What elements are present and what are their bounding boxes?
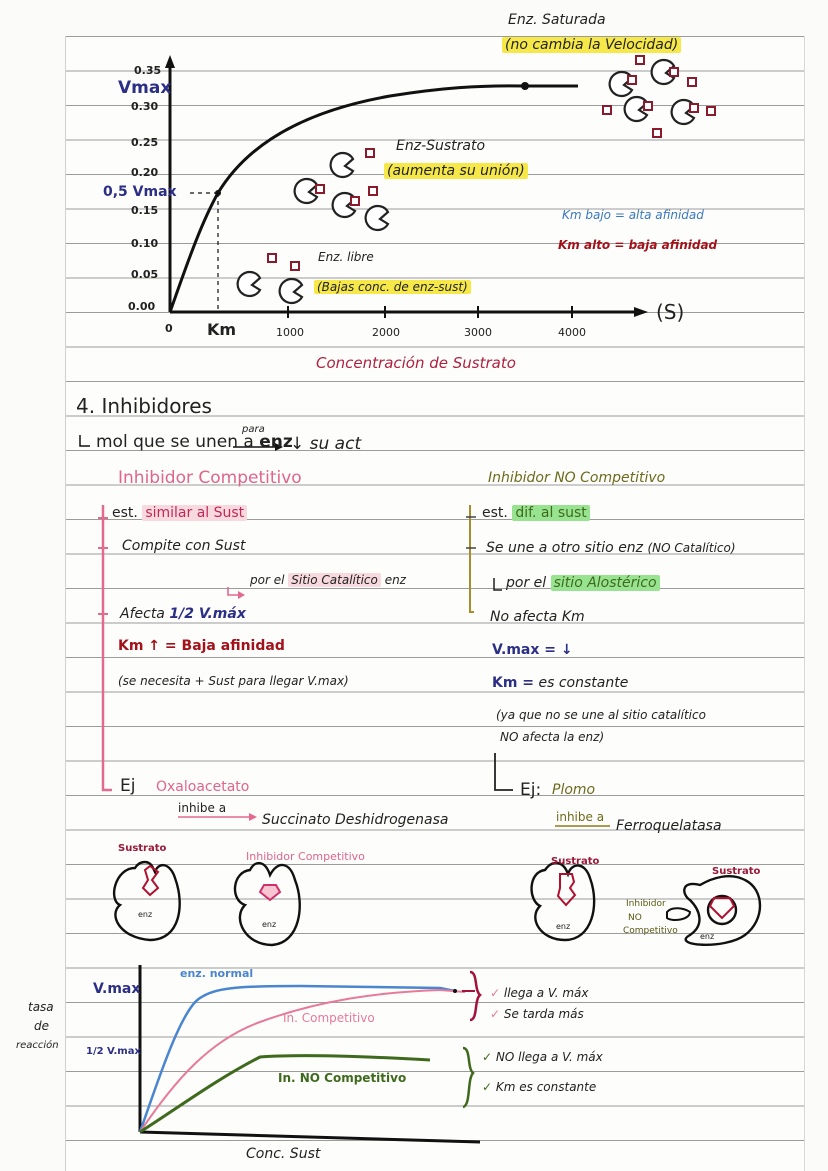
section-title: 4. Inhibidores bbox=[76, 394, 212, 418]
noncompetitive-note-2: NO afecta la enz) bbox=[500, 730, 605, 744]
diagram-noncomp-label-2: NO bbox=[628, 913, 642, 923]
competitive-point-2-sub: por el Sitio Catalítico enz bbox=[250, 573, 406, 587]
y-tick-030: 0.30 bbox=[131, 100, 159, 113]
diagram-noncomp-label-3: Competitivo bbox=[623, 926, 678, 936]
x-arrow-icon bbox=[634, 307, 648, 317]
diagram-substrate-label-3: Sustrato bbox=[712, 866, 761, 877]
noncomp-note-2: ✓ Km es constante bbox=[482, 1080, 597, 1094]
noncompetitive-inhibitor-diagram bbox=[684, 876, 760, 945]
noncompetitive-point-2-sub: por el sitio Alostérico bbox=[506, 575, 660, 591]
x-tick-0: 0 bbox=[165, 322, 173, 335]
km-low-note: Km bajo = alta afinidad bbox=[562, 208, 704, 222]
competitive-example-target: Succinato Deshidrogenasa bbox=[262, 812, 449, 828]
diagram-noncomp-label-1: Inhibidor bbox=[626, 899, 666, 909]
inhibition-axes bbox=[140, 965, 480, 1142]
competitive-point-3: Afecta 1/2 V.máx bbox=[120, 606, 246, 622]
inh-noncomp-label: In. NO Competitivo bbox=[278, 1071, 407, 1085]
inh-comp-label: In. Competitivo bbox=[283, 1011, 375, 1025]
complex-title: Enz-Sustrato bbox=[396, 138, 486, 154]
inh-half-vmax-label: 1/2 V.max bbox=[86, 1046, 141, 1057]
competitive-example-label: Ej bbox=[120, 776, 136, 796]
noncompetitive-curve bbox=[140, 1056, 430, 1132]
y-tick-015: 0.15 bbox=[131, 204, 159, 217]
y-tick-020: 0.20 bbox=[131, 166, 159, 179]
inh-normal-label: enz. normal bbox=[180, 967, 254, 980]
noncompetitive-point-3: No afecta Km bbox=[490, 609, 585, 625]
inh-y-label-1: tasa bbox=[28, 1000, 54, 1014]
competitive-point-1: est. similar al Sust bbox=[112, 505, 247, 521]
diagram-enz-label-4: enz bbox=[700, 932, 715, 941]
competitive-point-2: Compite con Sust bbox=[122, 538, 246, 554]
y-tick-035: 0.35 bbox=[134, 64, 162, 77]
definition-suffix: ↓ su act bbox=[290, 434, 362, 454]
noncompetitive-example-name: Plomo bbox=[552, 782, 596, 798]
noncompetitive-example-verb: inhibe a bbox=[556, 810, 605, 824]
diagram-enz-label-2: enz bbox=[262, 920, 277, 929]
inh-y-label-3: reacción bbox=[16, 1040, 59, 1051]
x-tick-2000: 2000 bbox=[372, 326, 400, 339]
x-tick-1000: 1000 bbox=[276, 326, 304, 339]
inh-y-label-2: de bbox=[34, 1019, 49, 1033]
definition-line: mol que se unen a enz bbox=[96, 432, 293, 452]
competitive-example-verb: inhibe a bbox=[178, 801, 227, 815]
saturated-enzymes-icon bbox=[603, 56, 715, 137]
enzyme-substrate-icon bbox=[295, 149, 388, 230]
noncompetitive-bracket bbox=[470, 505, 474, 612]
mm-axes bbox=[170, 62, 640, 312]
definition-arrow-label: para bbox=[242, 424, 265, 435]
diagram-substrate-label-1: Sustrato bbox=[118, 843, 167, 854]
y-tick-025: 0.25 bbox=[131, 136, 159, 149]
noncompetitive-example-target: Ferroquelatasa bbox=[616, 818, 722, 834]
comp-note-1: ✓ llega a V. máx bbox=[490, 986, 589, 1000]
mm-curve bbox=[170, 86, 578, 312]
inh-x-label: Conc. Sust bbox=[246, 1146, 321, 1162]
free-title: Enz. libre bbox=[318, 250, 374, 264]
competitive-example-name: Oxaloacetato bbox=[156, 779, 250, 795]
competitive-title: Inhibidor Competitivo bbox=[118, 468, 302, 488]
half-vmax-label: 0,5 Vmax bbox=[103, 184, 177, 200]
x-axis-title: Concentración de Sustrato bbox=[316, 354, 516, 372]
comp-note-2: ✓ Se tarda más bbox=[490, 1007, 584, 1021]
km-high-note: Km alto = baja afinidad bbox=[558, 238, 718, 252]
noncompetitive-vmax-line: V.max = ↓ bbox=[492, 642, 573, 658]
y-tick-005: 0.05 bbox=[131, 268, 159, 281]
noncompetitive-point-2: Se une a otro sitio enz (NO Catalítico) bbox=[486, 540, 736, 556]
competitive-km-line: Km ↑ = Baja afinidad bbox=[118, 638, 285, 654]
vmax-label: Vmax bbox=[118, 78, 172, 98]
inh-vmax-label: V.max bbox=[93, 981, 141, 997]
diagram-enz-label-1: enz bbox=[138, 910, 153, 919]
competitive-inhibitor-diagram bbox=[235, 863, 300, 945]
competitive-note: (se necesita + Sust para llegar V.max) bbox=[118, 674, 349, 688]
diagram-enz-label-3: enz bbox=[556, 922, 571, 931]
diagram-comp-inhibitor-label: Inhibidor Competitivo bbox=[246, 850, 365, 863]
noncomp-note-1: ✓ NO llega a V. máx bbox=[482, 1050, 603, 1064]
saturated-title: Enz. Saturada bbox=[508, 12, 606, 28]
y-tick-010: 0.10 bbox=[131, 237, 159, 250]
noncompetitive-example-label: Ej: bbox=[520, 780, 542, 800]
x-axis-symbol: (S) bbox=[656, 300, 685, 324]
noncompetitive-title: Inhibidor NO Competitivo bbox=[488, 470, 666, 486]
free-note: (Bajas conc. de enz-sust) bbox=[314, 280, 471, 294]
diagram-substrate-label-2: Sustrato bbox=[551, 856, 600, 867]
x-tick-4000: 4000 bbox=[558, 326, 586, 339]
complex-note: (aumenta su unión) bbox=[384, 163, 528, 179]
x-tick-3000: 3000 bbox=[464, 326, 492, 339]
x-tick-km: Km bbox=[207, 320, 237, 339]
free-enzymes-icon bbox=[238, 254, 302, 303]
noncompetitive-km-line: Km = es constante bbox=[492, 675, 629, 691]
y-tick-000: 0.00 bbox=[128, 300, 156, 313]
saturated-note: (no cambia la Velocidad) bbox=[502, 37, 681, 53]
noncompetitive-note-1: (ya que no se une al sitio catalítico bbox=[496, 708, 706, 722]
vmax-point bbox=[521, 82, 529, 90]
noncompetitive-point-1: est. dif. al sust bbox=[482, 505, 590, 521]
y-arrow-icon bbox=[165, 55, 175, 68]
